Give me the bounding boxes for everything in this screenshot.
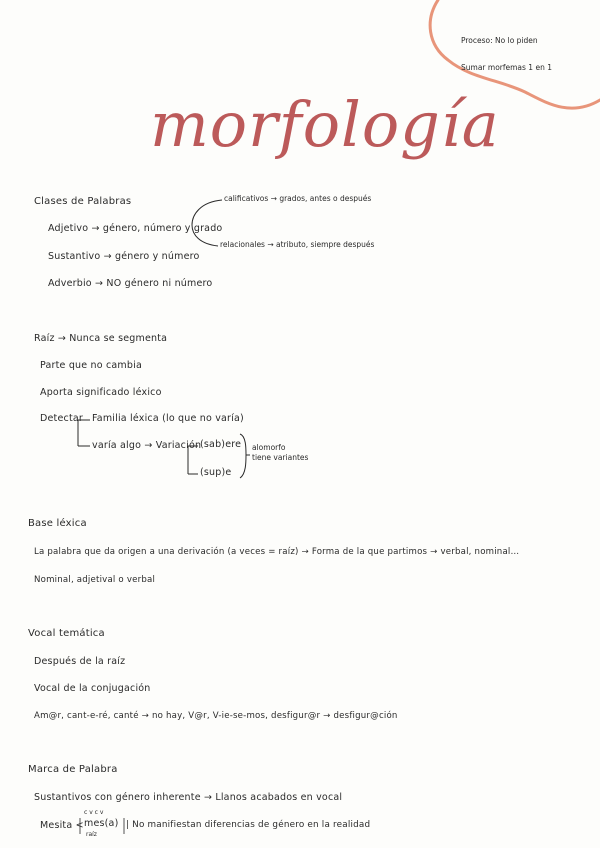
clases-adverbio: Adverbio → NO género ni número (48, 278, 213, 289)
marca-mes: mes(a) (84, 818, 119, 829)
raiz-sup: (sup)e (200, 467, 232, 478)
marca-cvcv: c v c v (84, 809, 104, 816)
raiz-varia: varía algo → Variación (92, 440, 202, 451)
base-line2: Nominal, adjetival o verbal (34, 575, 156, 585)
vocal-line3: Am@r, cant-e-ré, canté → no hay, V@r, V-ie-se-mos, desfigur@r → desfigur@ción (34, 711, 398, 721)
raiz-alomorfo-variantes: tiene variantes (252, 453, 309, 462)
raiz-detectar: Detectar (40, 413, 84, 424)
vocal-heading: Vocal temática (28, 628, 105, 639)
raiz-line2: Parte que no cambia (40, 360, 142, 371)
page-title: morfología (150, 88, 500, 161)
marca-line2: | No manifiestan diferencias de género en la realidad (126, 820, 371, 830)
vocal-line1: Después de la raíz (34, 656, 126, 667)
marca-heading: Marca de Palabra (28, 764, 118, 775)
raiz-familia: Familia léxica (lo que no varía) (92, 413, 244, 424)
raiz-line1: Raíz → Nunca se segmenta (34, 333, 168, 344)
raiz-line3: Aporta significado léxico (40, 387, 162, 398)
clases-heading: Clases de Palabras (34, 196, 132, 207)
marca-raiz: raíz (86, 831, 97, 838)
marca-line1: Sustantivos con género inherente → Llanos acabados en vocal (34, 792, 343, 803)
corner-note-line2: Sumar morfemas 1 en 1 (461, 63, 552, 72)
clases-relacionales: relacionales → atributo, siempre después (220, 240, 375, 249)
clases-calificativos: calificativos → grados, antes o después (224, 194, 372, 203)
vocal-line2: Vocal de la conjugación (34, 683, 151, 694)
corner-note-line1: Proceso: No lo piden (461, 36, 538, 45)
base-line1: La palabra que da origen a una derivación (a veces = raíz) → Forma de la que partimos → verbal, nominal… (34, 547, 520, 557)
clases-adjetivo: Adjetivo → género, número y grado (48, 223, 223, 234)
marca-mesita: Mesita < (40, 820, 84, 831)
clases-sustantivo: Sustantivo → género y número (48, 251, 200, 262)
base-heading: Base léxica (28, 518, 87, 529)
raiz-sabe: (sab)ere (200, 439, 242, 450)
raiz-alomorfo: alomorfo (252, 443, 286, 452)
alomorfo-brace (240, 434, 250, 478)
